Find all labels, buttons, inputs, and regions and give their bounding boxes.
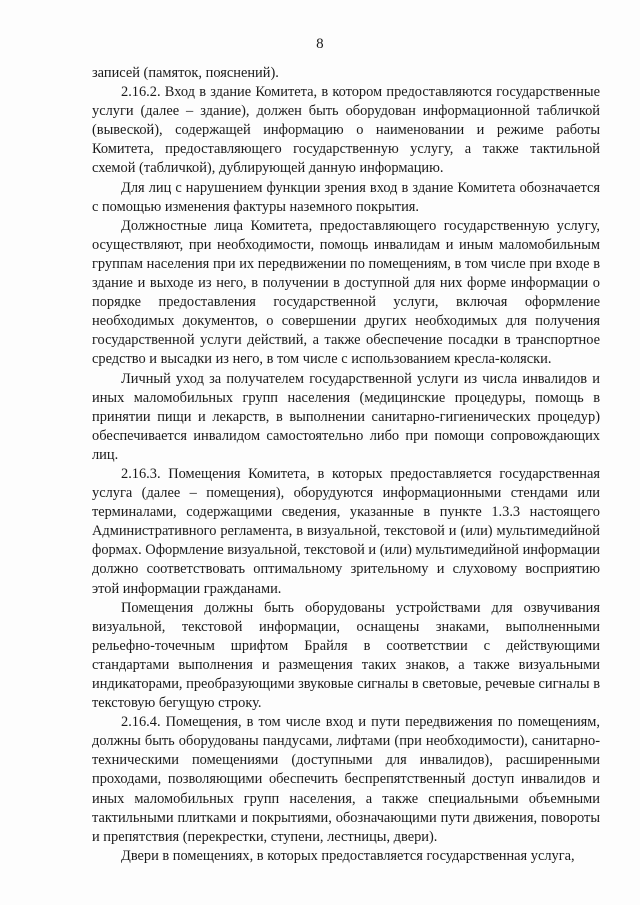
document-body <box>92 64 600 866</box>
page-number: 8 <box>316 36 324 52</box>
paragraph-continuation: записей (памяток, пояснений). <box>92 65 279 81</box>
paragraph-2-16-3: 2.16.3. Помещения Комитета, в которых предоставляется государственная услуга (далее – помещения), оборудуются информационными стендами или терминалами, содержащими сведения, указанные в пункте 1.3.3 настоящего Административного регламента, в визуальной, текстовой и (или) мультимедийной формах. Оформление визуальной, текстовой и (или) мультимедийной информации должно соответствовать оптимальному зрительному и слуховому восприятию этой информации гражданами. <box>92 465 600 597</box>
paragraph-premises-equipment: Помещения должны быть оборудованы устройствами для озвучивания визуальной, текстовой информации, оснащены знаками, выполненными рельефно-точечным шрифтом Брайля в соответствии с действующими стандартами выполнения и размещения таких знаков, а также визуальными индикаторами, преобразующими звуковые сигналы в световые, речевые сигналы в текстовую бегущую строку. <box>92 599 600 712</box>
paragraph-officials-assistance: Должностные лица Комитета, предоставляющего государственную услугу, осуществляют, при необходимости, помощь инвалидам и иным маломобильным группам населения при их передвижении по помещениям, в том числе при входе в здание и выходе из него, в получении в доступной для них форме информации о порядке предоставления государственной услуги, включая оформление необходимых документов, о совершении других необходимых для получения государственной услуги действий, а также обеспечение посадки в транспортное средство и высадки из него, в том числе с использованием кресла-коляски. <box>92 217 600 368</box>
paragraph-doors: Двери в помещениях, в которых предоставляется государственная услуга, <box>121 847 575 864</box>
paragraph-2-16-4: 2.16.4. Помещения, в том числе вход и пути передвижения по помещениям, должны быть оборудованы пандусами, лифтами (при необходимости), санитарно-техническими помещениями (доступными для инвалидов), расширенными проходами, позволяющими обеспечить беспрепятственный доступ инвалидов и иных маломобильных групп населения, а также специальными объемными тактильными плитками и покрытиями, обозначающими пути движения, повороты и препятствия (перекрестки, ступени, лестницы, двери). <box>92 714 600 845</box>
paragraph-2-16-2: 2.16.2. Вход в здание Комитета, в котором предоставляются государственные услуги (далее – здание), должен быть оборудован информационной табличкой (вывеской), содержащей информацию о наименовании и режиме работы Комитета, предоставляющего государственную услугу, а также тактильной схемой (табличкой), дублирующей данную информацию. <box>92 84 600 177</box>
paragraph-personal-care: Личный уход за получателем государственной услуги из числа инвалидов и иных маломобильных групп населения (медицинские процедуры, помощь в принятии пищи и лекарств, в выполнении санитарно-гигиенических процедур) обеспечивается инвалидом самостоятельно либо при помощи сопровождающих лиц. <box>92 370 600 463</box>
paragraph-vision-impaired-entrance: Для лиц с нарушением функции зрения вход в здание Комитета обозначается с помощью изменения фактуры наземного покрытия. <box>92 179 600 215</box>
